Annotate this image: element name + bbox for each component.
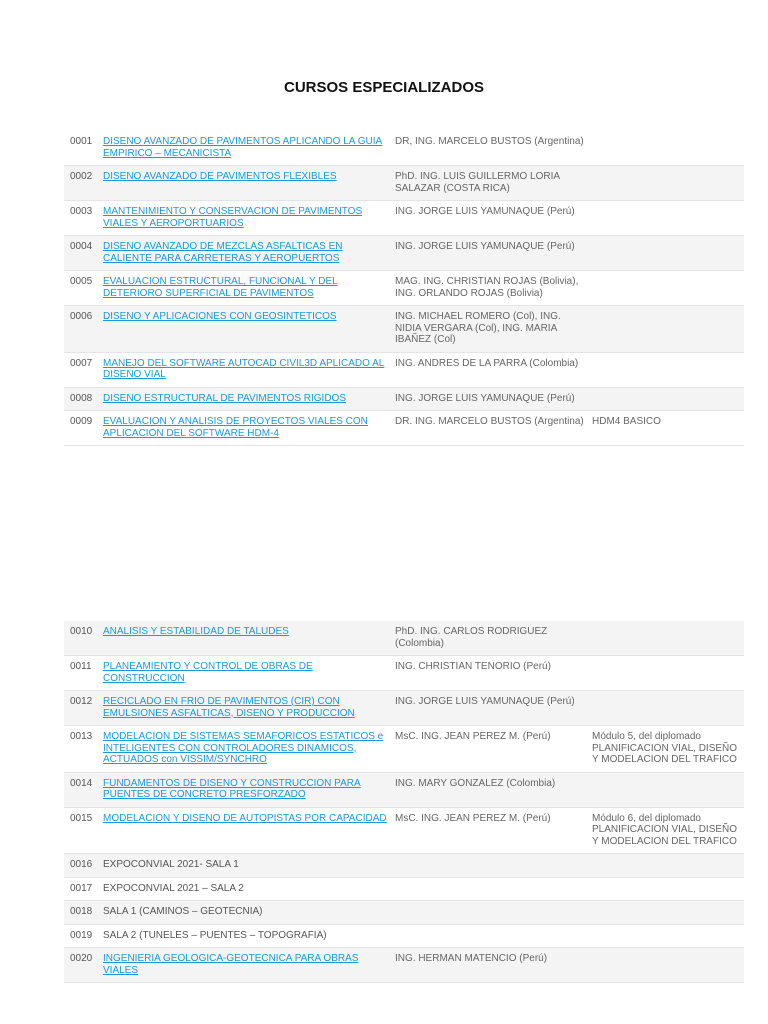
table-row (64, 388, 744, 412)
instructor (395, 930, 592, 942)
course-cell (103, 171, 395, 194)
table-row (64, 901, 744, 925)
course-note: Módulo 6, del diplomado PLANIFICACION VIAL, DISEÑO Y MODELACION DEL TRAFICO (592, 812, 738, 847)
table-row (64, 948, 744, 983)
course-note: Módulo 5, del diplomado PLANIFICACION VIAL, DISEÑO Y MODELACION DEL TRAFICO (592, 731, 738, 765)
course-code: 0017 (70, 882, 93, 894)
course-code: 0008 (70, 392, 93, 404)
instructor: MsC. ING. JEAN PEREZ M. (Perú) (395, 731, 551, 742)
course-link[interactable]: DISENO Y APLICACIONES CON GEOSINTETICOS (103, 311, 337, 322)
course-link[interactable]: PLANEAMIENTO Y CONTROL DE OBRAS DE CONSTRUCCION (103, 661, 313, 684)
table-row (64, 306, 744, 353)
course-cell (103, 859, 395, 871)
course-cell (103, 311, 395, 346)
course-code: 0013 (70, 731, 93, 742)
course-link[interactable]: DISENO AVANZADO DE PAVIMENTOS APLICANDO LA GUIA EMPIRICO – MECANICISTA (103, 136, 383, 159)
course-link[interactable]: DISENO ESTRUCTURAL DE PAVIMENTOS RIGIDOS (103, 392, 346, 404)
course-note (592, 276, 744, 299)
instructor: DR. ING. MARCELO BUSTOS (Argentina) (395, 416, 584, 427)
course-code: 0001 (70, 136, 93, 147)
instructor: ING. JORGE LUIS YAMUNAQUE (Perú) (395, 241, 575, 252)
course-cell (103, 930, 395, 942)
course-code: 0020 (70, 953, 93, 964)
course-cell (103, 696, 395, 719)
course-title: SALA 1 (CAMINOS – GEOTECNIA) (103, 906, 263, 917)
course-cell (103, 731, 395, 766)
table-row (64, 166, 744, 201)
table-row (64, 271, 744, 306)
table-row (64, 878, 744, 902)
course-cell (103, 393, 395, 405)
instructor (395, 883, 592, 895)
course-note (592, 661, 744, 684)
courses-table-1 (64, 131, 744, 446)
course-code: 0010 (70, 626, 93, 637)
table-row (64, 411, 744, 446)
instructor: ING. ANDRES DE LA PARRA (Colombia) (395, 357, 579, 369)
course-code: 0016 (70, 859, 93, 870)
course-note: HDM4 BASICO (592, 416, 661, 427)
course-cell (103, 136, 395, 159)
instructor: MsC. ING. JEAN PEREZ M. (Perú) (395, 812, 551, 824)
course-cell (103, 358, 395, 381)
instructor (395, 859, 592, 871)
course-link[interactable]: MODELACION DE SISTEMAS SEMAFORICOS ESTATICOS e INTELIGENTES CON CONTROLADORES DINAMICOS, ACTUADOS con VISSIM/SYNCHRO (103, 731, 384, 765)
course-code: 0009 (70, 416, 93, 427)
course-code: 0004 (70, 241, 93, 252)
course-link[interactable]: MODELACION Y DISENO DE AUTOPISTAS POR CAPACIDAD (103, 812, 387, 824)
course-link[interactable]: FUNDAMENTOS DE DISENO Y CONSTRUCCION PARA PUENTES DE CONCRETO PRESFORZADO (103, 777, 361, 800)
instructor: ING. JORGE LUIS YAMUNAQUE (Perú) (395, 206, 575, 217)
course-code: 0012 (70, 696, 93, 707)
course-code: 0003 (70, 206, 93, 217)
course-link[interactable]: DISENO AVANZADO DE PAVIMENTOS FLEXIBLES (103, 171, 337, 182)
instructor: MAG. ING. CHRISTIAN ROJAS (Bolivia), ING. ORLANDO ROJAS (Bolivia) (395, 276, 579, 299)
course-note (592, 930, 744, 942)
course-code: 0005 (70, 276, 93, 287)
course-note (592, 859, 744, 871)
course-link[interactable]: EVALUACION ESTRUCTURAL, FUNCIONAL Y DEL DETERIORO SUPERFICIAL DE PAVIMENTOS (103, 276, 338, 299)
course-note (592, 206, 744, 229)
table-row (64, 236, 744, 271)
course-link[interactable]: ANALISIS Y ESTABILIDAD DE TALUDES (103, 626, 289, 637)
instructor: ING. JORGE LUIS YAMUNAQUE (Perú) (395, 392, 575, 404)
table-row (64, 691, 744, 726)
table-row (64, 201, 744, 236)
course-link[interactable]: INGENIERIA GEOLOGICA-GEOTECNICA PARA OBRAS VIALES (103, 953, 359, 976)
course-link[interactable]: EVALUACION Y ANALISIS DE PROYECTOS VIALES CON APLICACION DEL SOFTWARE HDM-4 (103, 416, 368, 439)
course-note (592, 171, 744, 194)
table-row (64, 726, 744, 773)
table-row (64, 773, 744, 808)
course-title: SALA 2 (TUNELES – PUENTES – TOPOGRAFIA) (103, 929, 327, 941)
course-note (592, 358, 744, 381)
course-cell (103, 883, 395, 895)
course-code: 0007 (70, 357, 93, 369)
instructor (395, 906, 592, 918)
table-row (64, 808, 744, 855)
instructor: ING. HERMAN MATENCIO (Perú) (395, 953, 548, 964)
course-note (592, 696, 744, 719)
course-cell (103, 626, 395, 649)
instructor: ING. MARY GONZALEZ (Colombia) (395, 777, 556, 789)
course-note (592, 906, 744, 918)
table-row (64, 621, 744, 656)
course-note (592, 883, 744, 895)
page-title: CURSOS ESPECIALIZADOS (283, 79, 485, 96)
instructor: ING. CHRISTIAN TENORIO (Perú) (395, 661, 551, 672)
course-title: EXPOCONVIAL 2021 – SALA 2 (103, 882, 244, 894)
instructor: PhD. ING. LUIS GUILLERMO LORIA SALAZAR (COSTA RICA) (395, 171, 560, 194)
course-cell (103, 661, 395, 684)
table-row (64, 131, 744, 166)
course-link[interactable]: MANEJO DEL SOFTWARE AUTOCAD CIVIL3D APLICADO AL DISENO VIAL (103, 357, 385, 380)
table-row (64, 656, 744, 691)
course-code: 0011 (70, 661, 92, 672)
instructor: PhD. ING. CARLOS RODRIGUEZ (Colombia) (395, 626, 548, 649)
course-code: 0015 (70, 812, 93, 824)
course-link[interactable]: MANTENIMIENTO Y CONSERVACION DE PAVIMENTOS VIALES Y AEROPORTUARIOS (103, 206, 363, 229)
course-note (592, 953, 744, 976)
course-cell (103, 906, 395, 918)
course-note (592, 311, 744, 346)
course-cell (103, 416, 395, 439)
course-note (592, 626, 744, 649)
course-link[interactable]: RECICLADO EN FRIO DE PAVIMENTOS (CIR) CON EMULSIONES ASFALTICAS, DISENO Y PRODUCCION (103, 696, 355, 719)
course-cell (103, 206, 395, 229)
course-note (592, 136, 744, 159)
course-link[interactable]: DISENO AVANZADO DE MEZCLAS ASFALTICAS EN CALIENTE PARA CARRETERAS Y AEROPUERTOS (103, 241, 343, 264)
instructor: DR, ING. MARCELO BUSTOS (Argentina) (395, 136, 584, 147)
course-code: 0006 (70, 311, 93, 322)
course-cell (103, 241, 395, 264)
course-note (592, 393, 744, 405)
instructor: ING. JORGE LUIS YAMUNAQUE (Perú) (395, 696, 575, 707)
course-cell (103, 778, 395, 801)
course-code: 0014 (70, 777, 93, 789)
courses-table-2 (64, 621, 744, 983)
table-row (64, 353, 744, 388)
course-cell (103, 953, 395, 976)
course-note (592, 778, 744, 801)
instructor: ING. MICHAEL ROMERO (Col), ING. NIDIA VERGARA (Col), ING. MARIA IBAÑEZ (Col) (395, 311, 561, 345)
table-row (64, 925, 744, 949)
course-title: EXPOCONVIAL 2021- SALA 1 (103, 859, 239, 870)
course-code: 0018 (70, 906, 93, 917)
course-cell (103, 813, 395, 848)
course-note (592, 241, 744, 264)
course-code: 0002 (70, 171, 93, 182)
course-cell (103, 276, 395, 299)
table-row (64, 854, 744, 878)
course-code: 0019 (70, 929, 93, 941)
